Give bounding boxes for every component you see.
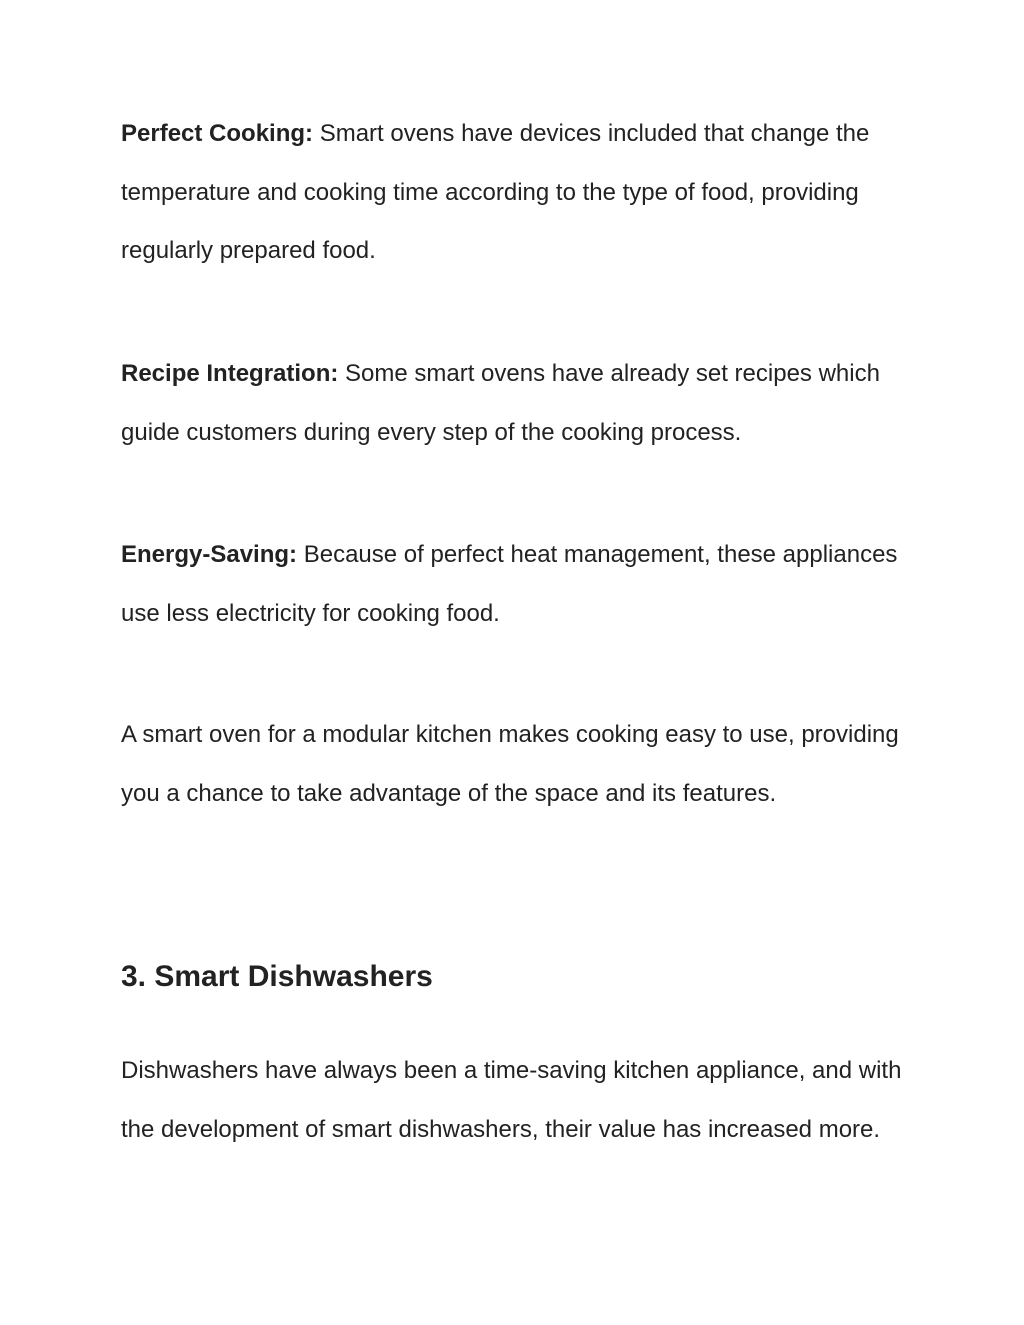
paragraph-recipe-integration [121,345,921,462]
paragraph-label: Energy-Saving: [121,541,298,568]
section-heading: 3. Smart Dishwashers [121,960,433,993]
paragraph-perfect-cooking [121,105,921,281]
paragraph-energy-saving [121,526,921,643]
paragraph-text: Smart ovens have devices included that change the temperature and cooking time according to the type of food, providing regularly prepared food. [121,120,870,265]
section-intro-paragraph: Dishwashers have always been a time-saving kitchen appliance, and with the development of smart dishwashers, their value has increased more. [121,1057,902,1143]
paragraph-label: Recipe Integration: [121,360,339,387]
paragraph-label: Perfect Cooking: [121,120,314,147]
paragraph-text: Because of perfect heat management, these appliances use less electricity for cooking food. [121,541,898,627]
paragraph-text: Some smart ovens have already set recipes which guide customers during every step of the cooking process. [121,360,880,446]
summary-paragraph: A smart oven for a modular kitchen makes cooking easy to use, providing you a chance to take advantage of the space and its features. [121,721,899,807]
